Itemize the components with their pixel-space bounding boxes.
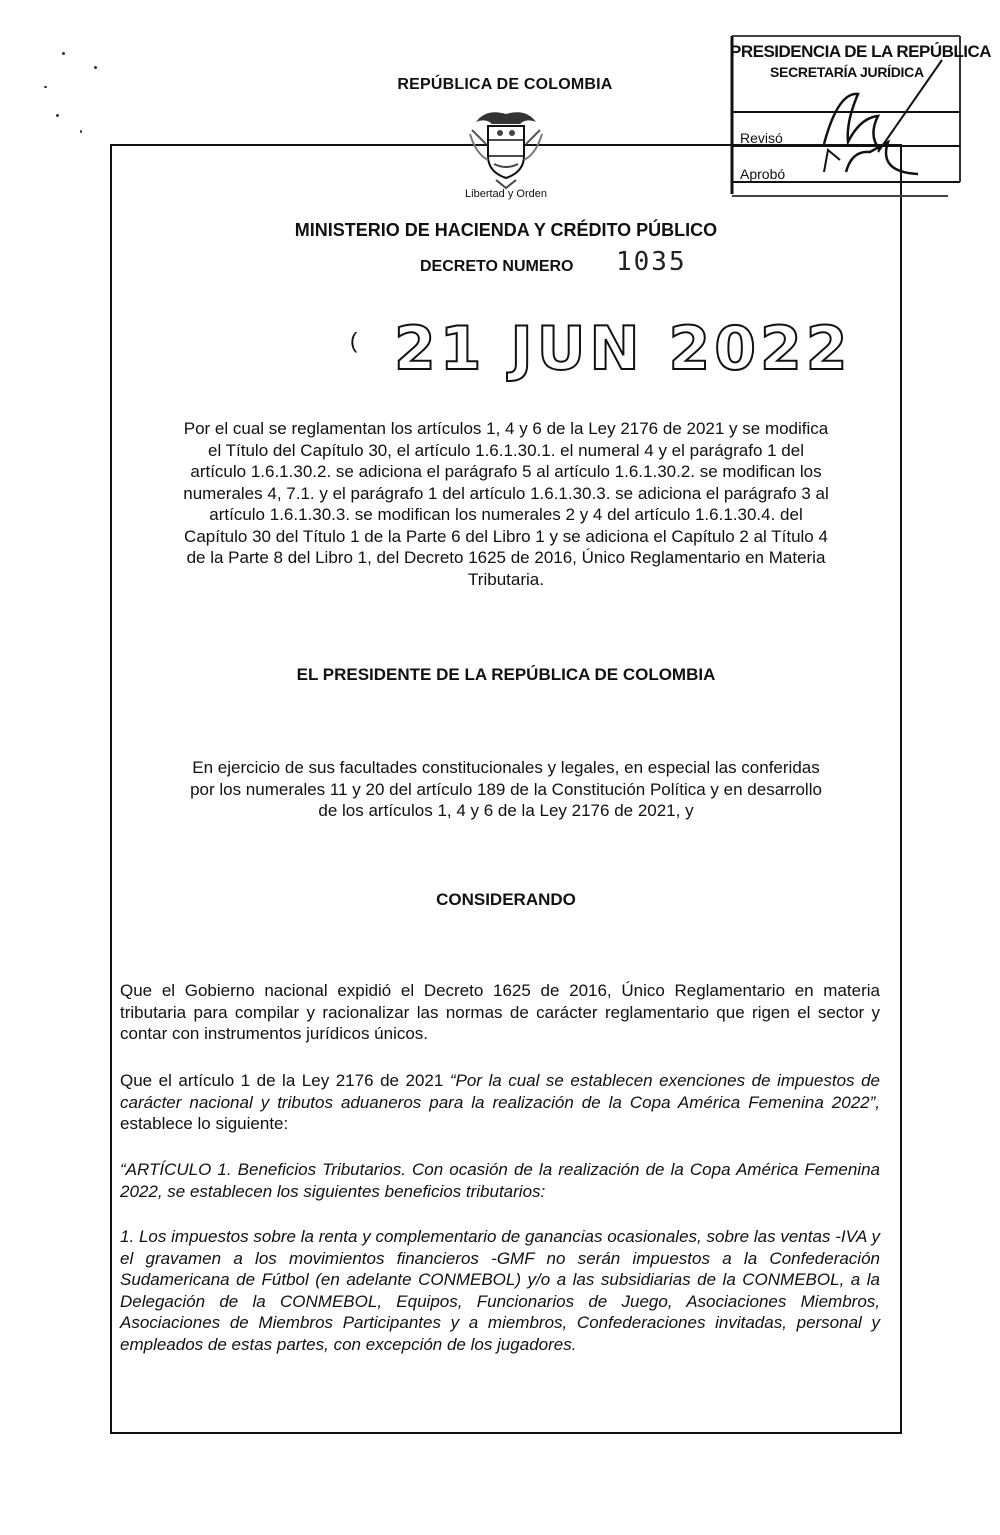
header-rule-right <box>552 144 732 146</box>
date-open-paren: ( <box>350 328 358 353</box>
decree-date-stamp: 21 JUN 2022 <box>394 314 852 384</box>
speck <box>80 130 82 133</box>
summary-line: el Título del Capítulo 30, el artículo 1.6.1.30.1. el numeral 4 y el parágrafo 1 del <box>208 440 804 460</box>
decree-label: DECRETO NUMERO <box>420 258 574 275</box>
stamp-line-1: PRESIDENCIA DE LA REPÚBLICA <box>730 42 992 61</box>
summary-line: numerales 4, 7.1. y el parágrafo 1 del artículo 1.6.1.30.3. se adiciona el parágrafo 3 al <box>183 483 829 503</box>
motto: Libertad y Orden <box>465 188 547 200</box>
summary-line: de la Parte 8 del Libro 1, del Decreto 1625 de 2016, Único Reglamentario en Materia <box>186 548 826 567</box>
speck <box>44 86 47 88</box>
paragraph-2 <box>120 1070 880 1135</box>
paragraph-2-tail: establece lo siguiente: <box>120 1114 289 1133</box>
paragraph-4: 1. Los impuestos sobre la renta y complementario de ganancias ocasionales, sobre las ventas -IVA y el gravamen a los movimientos financieros -GMF no serán impuestos a la Confederación Sudamericana de Fútbol (en adelante CONMEBOL) y/o a las subsidiarias de la CONMEBOL, a la Delegación de la CONMEBOL, Equipos, Funcionarios de Juego, Asociaciones Miembros, Asociaciones de Miembros Participantes y a miembros, Confederaciones invitadas, personal y empleados de estas partes, con excepción de los jugadores. <box>120 1227 880 1354</box>
stamp-aprobo-label: Aprobó <box>740 166 786 182</box>
summary-line: artículo 1.6.1.30.3. se modifican los numerales 2 y 4 del artículo 1.6.1.30.4. del <box>209 505 803 524</box>
header-rule-left <box>110 144 460 146</box>
paragraph-1: Que el Gobierno nacional expidió el Decreto 1625 de 2016, Único Reglamentario en materia tributaria para compilar y racionalizar las normas de carácter reglamentario que rigen el sector y contar con instrumentos jurídicos únicos. <box>120 981 880 1043</box>
approval-stamp <box>728 32 992 198</box>
stamp-reviso-label: Revisó <box>740 130 783 146</box>
decree-summary <box>130 418 882 590</box>
faculties-line: de los artículos 1, 4 y 6 de la Ley 2176 de 2021, y <box>318 801 694 820</box>
decree-number: 1035 <box>616 247 687 277</box>
speck <box>62 52 65 55</box>
speck <box>56 114 59 117</box>
summary-line: Tributaria. <box>468 569 544 589</box>
paragraph-2-law-title: “Por la cual se establecen exenciones de impuestos de carácter nacional y tributos aduaneros para la realización de la Copa América Femenina 2022”, <box>120 1071 880 1112</box>
paragraph-2-lead: Que el artículo 1 de la Ley 2176 de 2021 <box>120 1071 450 1090</box>
faculties-block <box>130 757 882 822</box>
ministry-title: MINISTERIO DE HACIENDA Y CRÉDITO PÚBLICO <box>294 220 718 240</box>
faculties-line: En ejercicio de sus facultades constitucionales y legales, en especial las conferidas <box>192 758 820 777</box>
considerando-heading: CONSIDERANDO <box>436 890 576 909</box>
republic-title: REPÚBLICA DE COLOMBIA <box>397 76 613 93</box>
paragraph-3: “ARTÍCULO 1. Beneficios Tributarios. Con ocasión de la realización de la Copa América Femenina 2022, se establecen los siguientes beneficios tributarios: <box>120 1160 880 1201</box>
summary-line: artículo 1.6.1.30.2. se adiciona el parágrafo 5 al artículo 1.6.1.30.2. se modifican los <box>190 462 822 481</box>
president-heading: EL PRESIDENTE DE LA REPÚBLICA DE COLOMBIA <box>296 665 716 684</box>
faculties-line: por los numerales 11 y 20 del artículo 189 de la Constitución Política y en desarrollo <box>190 779 822 799</box>
summary-line: Capítulo 30 del Título 1 de la Parte 6 del Libro 1 y se adiciona el Capítulo 2 al Título 4 <box>184 526 828 546</box>
summary-line: Por el cual se reglamentan los artículos 1, 4 y 6 de la Ley 2176 de 2021 y se modifica <box>183 419 829 438</box>
coat-of-arms-icon <box>466 104 546 190</box>
stamp-line-2: SECRETARÍA JURÍDICA <box>770 64 924 80</box>
speck <box>94 66 97 69</box>
